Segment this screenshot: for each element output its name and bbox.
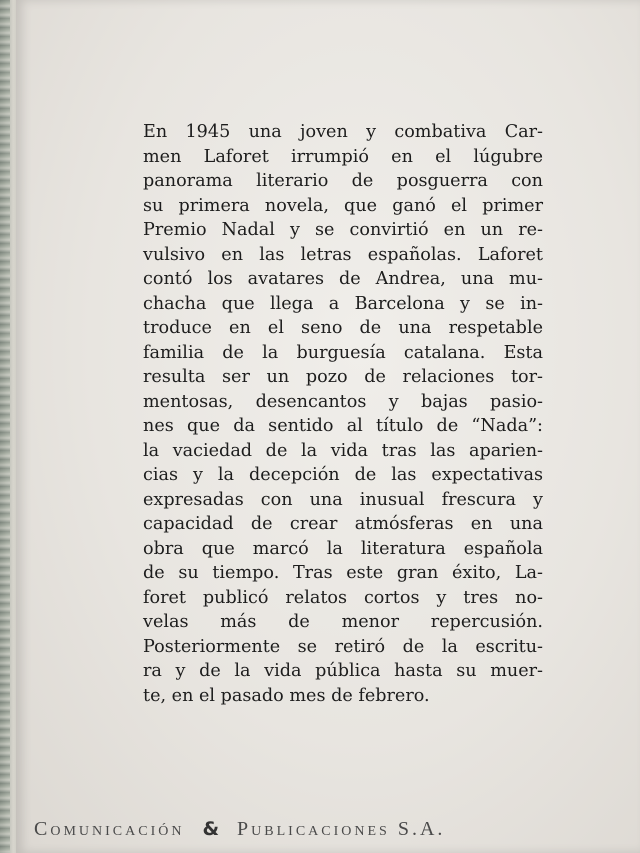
synopsis-line: velas más de menor repercusión. bbox=[143, 612, 543, 632]
synopsis-line: ra y de la vida pública hasta su muer- bbox=[143, 661, 543, 681]
synopsis-line: su primera novela, que ganó el primer bbox=[143, 195, 543, 216]
synopsis-line: capacidad de crear atmósferas en una bbox=[143, 514, 543, 534]
synopsis-line: de su tiempo. Tras este gran éxito, La- bbox=[143, 563, 543, 583]
synopsis-line: Posteriormente se retiró de la escritu- bbox=[143, 636, 543, 657]
synopsis-line: vulsivo en las letras españolas. Laforet bbox=[143, 244, 543, 265]
publisher-imprint bbox=[34, 818, 634, 841]
synopsis-line: En 1945 una joven y combativa Car- bbox=[143, 122, 543, 142]
back-cover-page bbox=[16, 0, 640, 853]
synopsis-line: la vaciedad de la vida tras las aparien- bbox=[143, 440, 543, 461]
synopsis-line: foret publicó relatos cortos y tres no- bbox=[143, 587, 543, 608]
synopsis-line: familia de la burguesía catalana. Esta bbox=[143, 342, 543, 363]
synopsis-line: contó los avatares de Andrea, una mu- bbox=[143, 269, 543, 289]
synopsis-line: resulta ser un pozo de relaciones tor- bbox=[143, 367, 543, 387]
synopsis-line: chacha que llega a Barcelona y se in- bbox=[143, 293, 543, 314]
synopsis-line: Premio Nadal y se convirtió en un re- bbox=[143, 220, 543, 240]
synopsis-line: expresadas con una inusual frescura y bbox=[143, 489, 543, 510]
synopsis-text bbox=[143, 120, 543, 708]
synopsis-line: panorama literario de posguerra con bbox=[143, 171, 543, 191]
synopsis-line: obra que marcó la literatura española bbox=[143, 538, 543, 559]
spine-pattern bbox=[0, 0, 10, 853]
publisher-name-part1: Comunicación bbox=[34, 818, 185, 840]
synopsis-line: nes que da sentido al título de “Nada”: bbox=[143, 416, 543, 436]
synopsis-line: troduce en el seno de una respetable bbox=[143, 318, 543, 338]
synopsis-line: cias y la decepción de las expectativas bbox=[143, 465, 543, 485]
synopsis-line: mentosas, desencantos y bajas pasio- bbox=[143, 391, 543, 412]
publisher-name-part2: Publicaciones S.A. bbox=[237, 818, 446, 840]
publisher-ampersand: & bbox=[202, 818, 220, 840]
synopsis-line: men Laforet irrumpió en el lúgubre bbox=[143, 146, 543, 167]
synopsis-line: te, en el pasado mes de febrero. bbox=[143, 685, 430, 706]
